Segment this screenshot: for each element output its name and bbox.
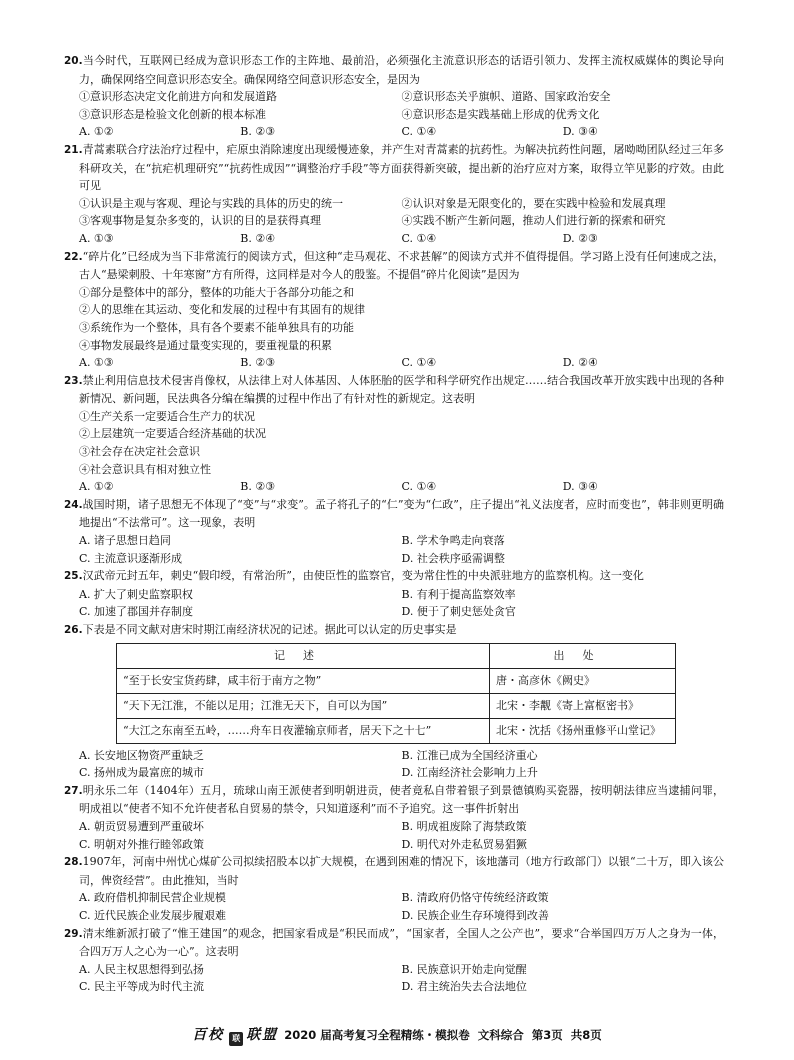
statement-3: ③社会存在决定社会意识 xyxy=(79,445,200,459)
table-row xyxy=(117,693,676,718)
option-a: A. ①③ xyxy=(79,356,114,370)
statement-3: ③客观事物是复杂多变的，认识的目的是获得真理 xyxy=(79,214,321,228)
option-a: A. ①③ xyxy=(79,231,114,245)
table-row xyxy=(117,718,676,743)
statement-1: ①部分是整体中的部分，整体的功能大于各部分功能之和 xyxy=(79,285,354,299)
option-c: C. ①④ xyxy=(401,125,437,139)
question-number: 23. xyxy=(64,374,83,387)
table-cell: “至于长安宝货药肆，咸丰衍于南方之物” xyxy=(117,668,490,693)
question-number: 27. xyxy=(64,784,83,797)
option-c: C. ①④ xyxy=(401,480,437,494)
option-b: B. 民族意识开始走向觉醒 xyxy=(401,962,527,976)
question-number: 22. xyxy=(64,250,83,263)
option-a: A. 人民主权思想得到弘扬 xyxy=(79,962,204,976)
option-d: D. 便于了刺史惩处贪官 xyxy=(401,605,516,619)
answer-options xyxy=(64,354,724,372)
statement-2: ②认识对象是无限变化的，要在实践中检验和发展真理 xyxy=(401,196,666,210)
question-stem: 26.下表是不同文献对唐宋时期江南经济状况的记述。据此可以认定的历史事实是 xyxy=(64,623,457,636)
question-stem: 22.“碎片化”已经成为当下非常流行的阅读方式，但这种“走马观花、不求甚解”的阅读方式并不值得提倡。学习路上没有任何速成之法，古人“悬梁刺股、十年寒窗”方有所得，这同样是对今人的殷鉴。不提倡“碎片化阅读”是因为 xyxy=(64,249,724,282)
column-header: 记述 xyxy=(117,643,490,668)
option-c: C. 主流意识逐渐形成 xyxy=(79,551,183,565)
brand-logo: 百校 xyxy=(192,1027,225,1043)
option-b: B. 江淮已成为全国经济重心 xyxy=(401,748,538,762)
brand-logo-2: 联盟 xyxy=(246,1027,279,1043)
option-b: B. ②③ xyxy=(240,125,276,139)
statement-4: ④事物发展最终是通过量变实现的，要重视量的积累 xyxy=(79,338,332,352)
option-a: A. 政府借机抑制民营企业规模 xyxy=(79,891,226,905)
table-cell: “天下无江淮，不能以足用；江淮无天下，自可以为国” xyxy=(117,693,490,718)
statement-4: ④实践不断产生新问题，推动人们进行新的探索和研究 xyxy=(401,214,666,228)
question-stem: 21.青蒿素联合疗法治疗过程中，疟原虫消除速度出现缓慢迹象，并产生对青蒿素的抗药性。为解决抗药性问题，屠呦呦团队经过三年多科研攻关，在“抗疟机理研究”“抗药性成因”“调整治疗手段”等方面获得新突破，提出新的治疗应对方案，取得立竿见影的疗效。由此可见 xyxy=(64,142,724,193)
table-cell: 北宋・李觏《寄上富枢密书》 xyxy=(490,693,676,718)
option-d: D. ②③ xyxy=(562,231,598,245)
statement-4: ④社会意识具有相对独立性 xyxy=(79,462,211,476)
statement-1: ①意识形态决定文化前进方向和发展道路 xyxy=(79,90,277,104)
statement-2: ②人的思维在其运动、变化和发展的过程中有其固有的规律 xyxy=(79,303,365,317)
option-c: C. 民主平等成为时代主流 xyxy=(79,980,205,994)
statement-2: ②上层建筑一定要适合经济基础的状况 xyxy=(79,427,266,441)
question-28 xyxy=(64,853,724,924)
option-a: A. ①② xyxy=(79,480,114,494)
source-table xyxy=(116,643,676,744)
option-a: A. 长安地区物资严重缺乏 xyxy=(79,748,204,762)
option-d: D. ③④ xyxy=(562,480,598,494)
table-header-row xyxy=(117,643,676,668)
page-footer xyxy=(0,1024,794,1046)
question-20 xyxy=(64,52,724,141)
question-29 xyxy=(64,925,724,996)
option-d: D. 君主统治失去合法地位 xyxy=(401,980,527,994)
option-d: D. 社会秩序亟需调整 xyxy=(401,551,505,565)
question-stem: 29.清末维新派打破了“惟王建国”的观念，把国家看成是“积民而成”，“国家者，全国人之公产也”，要求“合举国四万万人之身为一体，合四万万人之心为一心”。这表明 xyxy=(64,926,724,959)
option-b: B. ②③ xyxy=(240,356,276,370)
option-c: C. ①④ xyxy=(401,231,437,245)
question-27 xyxy=(64,782,724,853)
question-number: 29. xyxy=(64,927,83,940)
option-d: D. ②④ xyxy=(562,356,598,370)
option-c: C. 扬州成为最富庶的城市 xyxy=(79,766,205,780)
option-b: B. 清政府仍恪守传统经济政策 xyxy=(401,891,549,905)
table-cell: 北宋・沈括《扬州重修平山堂记》 xyxy=(490,718,676,743)
option-b: B. ②③ xyxy=(240,480,276,494)
question-23 xyxy=(64,372,724,496)
statement-3: ③系统作为一个整体，具有各个要素不能单独具有的功能 xyxy=(79,320,354,334)
option-a: A. 朝贡贸易遭到严重破坏 xyxy=(79,819,204,833)
question-stem: 23.禁止利用信息技术侵害肖像权，从法律上对人体基因、人体胚胎的医学和科学研究作出规定……结合我国改革开放实践中出现的各种新情况、新问题，民法典各分编在编撰的过程中作出了有针对性的新规定。这表明 xyxy=(64,373,724,406)
statement-4: ④意识形态是实践基础上形成的优秀文化 xyxy=(401,107,600,121)
column-header: 出处 xyxy=(490,643,676,668)
question-number: 25. xyxy=(64,570,83,583)
option-d: D. 民族企业生存环境得到改善 xyxy=(401,908,549,922)
seal-icon: 联 xyxy=(229,1032,243,1046)
question-number: 20. xyxy=(64,55,83,67)
question-stem: 25.汉武帝元封五年，刺史“假印绶，有常治所”，由使臣性的监察官，变为常住性的中央派驻地方的监察机构。这一变化 xyxy=(64,569,644,583)
table-cell: “大江之东南至五岭，……舟车日夜灌输京师者，居天下之十七” xyxy=(117,718,490,743)
statement-1: ①认识是主观与客观、理论与实践的具体的历史的统一 xyxy=(79,196,343,210)
footer-title: 2020 届高考复习全程精练・模拟卷 xyxy=(284,1028,470,1042)
question-22 xyxy=(64,248,724,372)
option-b: B. ②④ xyxy=(240,231,276,245)
option-d: D. 江南经济社会影响力上升 xyxy=(401,766,538,780)
question-26 xyxy=(64,621,724,782)
option-a: A. ①② xyxy=(79,125,114,139)
question-24 xyxy=(64,496,724,567)
question-number: 28. xyxy=(64,856,83,869)
question-21 xyxy=(64,141,724,248)
answer-options xyxy=(64,478,724,496)
table-row xyxy=(117,668,676,693)
footer-subject: 文科综合 xyxy=(477,1028,524,1042)
option-d: D. ③④ xyxy=(562,125,598,139)
footer-total: 共8页 xyxy=(570,1028,602,1042)
question-stem: 28.1907年，河南中州忧心煤矿公司拟续招股本以扩大规模，在遇到困难的情况下，该地藩司（地方行政部门）以银“二十万，即入该公司，俾资经营”。由此推知，当时 xyxy=(64,855,724,887)
option-b: B. 有利于提高监察效率 xyxy=(401,587,516,601)
option-d: D. 明代对外走私贸易猖獗 xyxy=(401,837,527,851)
option-a: A. 扩大了刺史监察职权 xyxy=(79,587,193,601)
statement-1: ①生产关系一定要适合生产力的状况 xyxy=(79,409,255,423)
question-number: 21. xyxy=(64,143,83,156)
option-c: C. 近代民族企业发展步履艰难 xyxy=(79,908,227,922)
answer-options xyxy=(64,230,724,248)
option-c: C. 明朝对外推行睦邻政策 xyxy=(79,837,205,851)
question-25 xyxy=(64,567,724,621)
question-number: 26. xyxy=(64,624,83,636)
footer-page: 第3页 xyxy=(531,1028,563,1042)
option-b: B. 明成祖废除了海禁政策 xyxy=(401,819,527,833)
question-number: 24. xyxy=(64,498,83,511)
question-stem: 20.当今时代，互联网已经成为意识形态工作的主阵地、最前沿，必须强化主流意识形态的话语引领力、发挥主流权威媒体的舆论导向力，确保网络空间意识形态安全。确保网络空间意识形态安全，是因为 xyxy=(64,54,724,86)
option-c: C. 加速了郡国并存制度 xyxy=(79,605,194,619)
option-a: A. 诸子思想日趋同 xyxy=(79,534,171,548)
table-cell: 唐・高彦休《阙史》 xyxy=(490,668,676,693)
statement-3: ③意识形态是检验文化创新的根本标准 xyxy=(79,107,266,121)
option-b: B. 学术争鸣走向衰落 xyxy=(401,534,505,548)
option-c: C. ①④ xyxy=(401,356,437,370)
answer-options xyxy=(64,123,724,141)
question-stem: 27.明永乐二年（1404年）五月，琉球山南王派使者到明朝进贡，使者竟私自带着银子到景德镇购买瓷器，按明朝法律应当逮捕问罪，明成祖以“使者不知不允许使者私自贸易的禁令，只知道逐利”而不予追究。这一事件折射出 xyxy=(64,783,724,816)
statement-2: ②意识形态关乎旗帜、道路、国家政治安全 xyxy=(401,90,611,104)
question-stem: 24.战国时期，诸子思想无不体现了“变”与“求变”。孟子将孔子的“仁”变为“仁政”，庄子提出“礼义法度者，应时而变也”，韩非则更明确地提出“不法常可”。这一现象，表明 xyxy=(64,497,724,530)
